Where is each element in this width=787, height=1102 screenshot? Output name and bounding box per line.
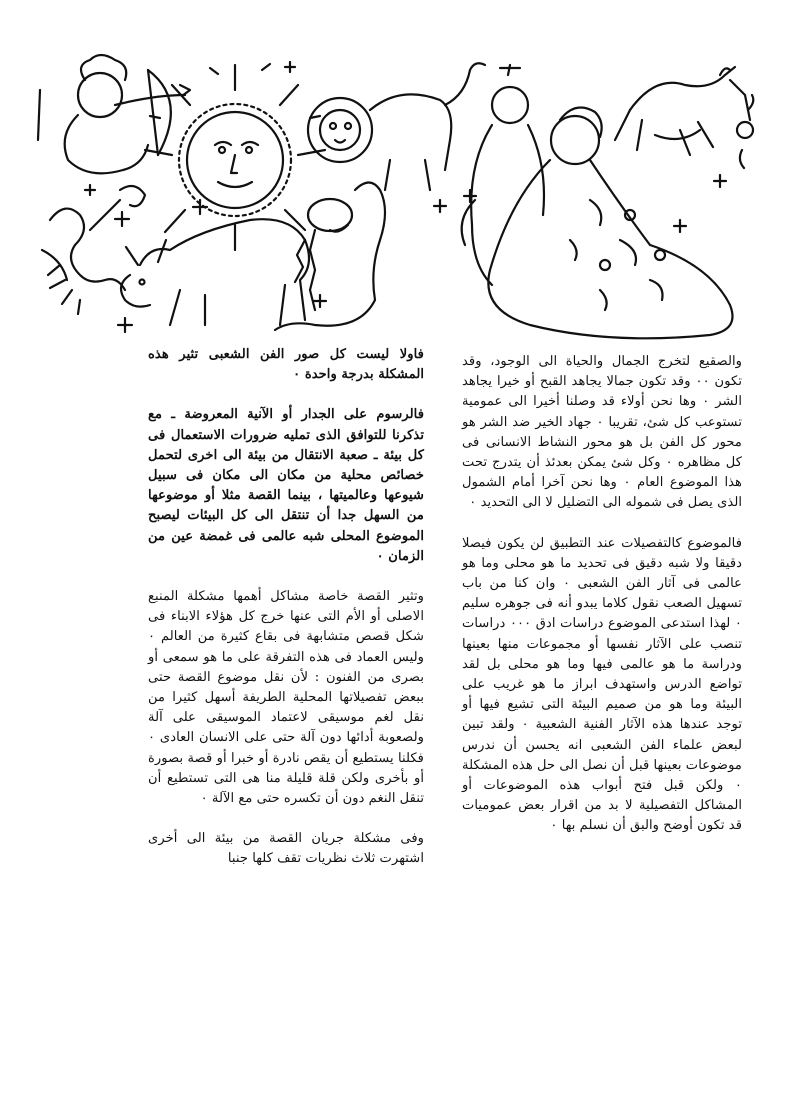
zodiac-folk-illustration bbox=[30, 50, 755, 340]
paragraph-bold: فالرسوم على الجدار أو الآنية المعروضة ـ مع تذكرنا للتوافق الذى تمليه ضرورات الاستعمال فى كل بيئة ـ صعبة الانتقال من بيئة الى اخرى لتحمل خصائص محلية من مكان الى مكان فى سبيل شيوعها وعالميتها ، بينما القصة مثلا أو موضوعها من السهل جدا أن تنتقل الى كل البيئات ليصبح الموضوع المحلى شبه عالمى فى غمضة عين من الزمان ٠ bbox=[148, 407, 424, 564]
leo-icon bbox=[308, 63, 485, 190]
paragraph: وتثير القصة خاصة مشاكل أهمها مشكلة المنبع الاصلى أو الأم التى عنها خرج كل هؤلاء الابناء فى شكل قصص متشابهة فى بقاع كثيرة من العالم ٠ وليس العماد فى هذه التفرقة على ما هو سمعى أو بصرى من الفنون : لأن نقل موضوع القصة حتى ببعض تفصيلاتها المحلية الطريفة أسهل كثيرا من نقل لغم موسيقى لاعتماد الموسيقى على آلة ولصعوبة أدائها دون آلة حتى على الانسان العادى ٠ فكلنا يستطيع أن يقص نادرة أو خبرا أو قصة بصورة أو بأخرى ولكن قلة قليلة منا هى التى تستطيع أن تنقل النغم دون أن تكسره حتى مع الآلة ٠ bbox=[148, 589, 424, 807]
aquarius-icon bbox=[275, 183, 385, 331]
paragraph: والصقيع لتخرج الجمال والحياة الى الوجود، وقد تكون ٠٠ وقد تكون جمالا يجاهد القبح أو خيرا يجاهد الشر ٠ وها نحن أولاء قد وصلنا أخيرا الى عمومية تستوعب كل شئ، تقريبا ٠ جهاد الخير ضد الشر هو محور كل الفن بل هو محور النشاط الانسانى فى كل مظاهره ٠ وكل شئ يمكن بعدئذ أن يتدرج تحت هذا الموضوع العام ٠ وها نحن آخرا أمام الشمول الذى يصل فى شموله الى التضليل لا الى التحديد ٠ bbox=[462, 354, 743, 511]
taurus-icon bbox=[121, 219, 309, 325]
scorpio-icon bbox=[42, 186, 145, 314]
sun-face-icon bbox=[145, 64, 325, 250]
paragraph: فالموضوع كالتفصيلات عند التطبيق لن يكون فيصلا دقيقا ولا شبه دقيق فى تحديد ما هو محلى وما هو عالمى فى آثار الفن الشعبى ٠ وان كنا من باب تسهيل الصعب نقول كلاما يبدو أنه فى جوهره سليم ٠ لهذا استدعى الموضوع دراسات ادق ٠٠٠ دراسات تنصب على الآثار نفسها أو مجموعات منها بعينها ودراسة ما هو عالمى فيها وما هو محلى بل لقد تواضع الدرس واستهدف ابراز ما هو غريب على البيئة وما هو من صميم البيئة التى تشيع فيها أو توجد عندها هذه الآثار الفنية الشعبية ٠ ولقد تبين لبعض علماء الفن الشعبى انه يحسن أن ندرس موضوعات بعينها قبل أن نصل الى حل هذه المشكلة ٠ ولكن قبل فتح أبواب هذه الموضوعات أو المشاكل التفصيلية لا بد من اقرار بعض عموميات قد تكون أوضح والبق أن نسلم بها ٠ bbox=[462, 535, 743, 834]
paragraph: وفى مشكلة جريان القصة من بيئة الى أخرى اشتهرت ثلاث نظريات تقف كلها جنبا bbox=[148, 831, 424, 867]
left-text-column bbox=[148, 345, 424, 890]
stars-decoration-icon bbox=[85, 62, 753, 332]
sagittarius-icon bbox=[38, 55, 190, 173]
right-text-column bbox=[462, 352, 742, 857]
couple-figures-icon bbox=[462, 65, 733, 338]
horse-icon bbox=[615, 67, 750, 155]
paragraph-bold: فاولا ليست كل صور الفن الشعبى تثير هذه المشكلة بدرجة واحدة ٠ bbox=[148, 347, 424, 383]
